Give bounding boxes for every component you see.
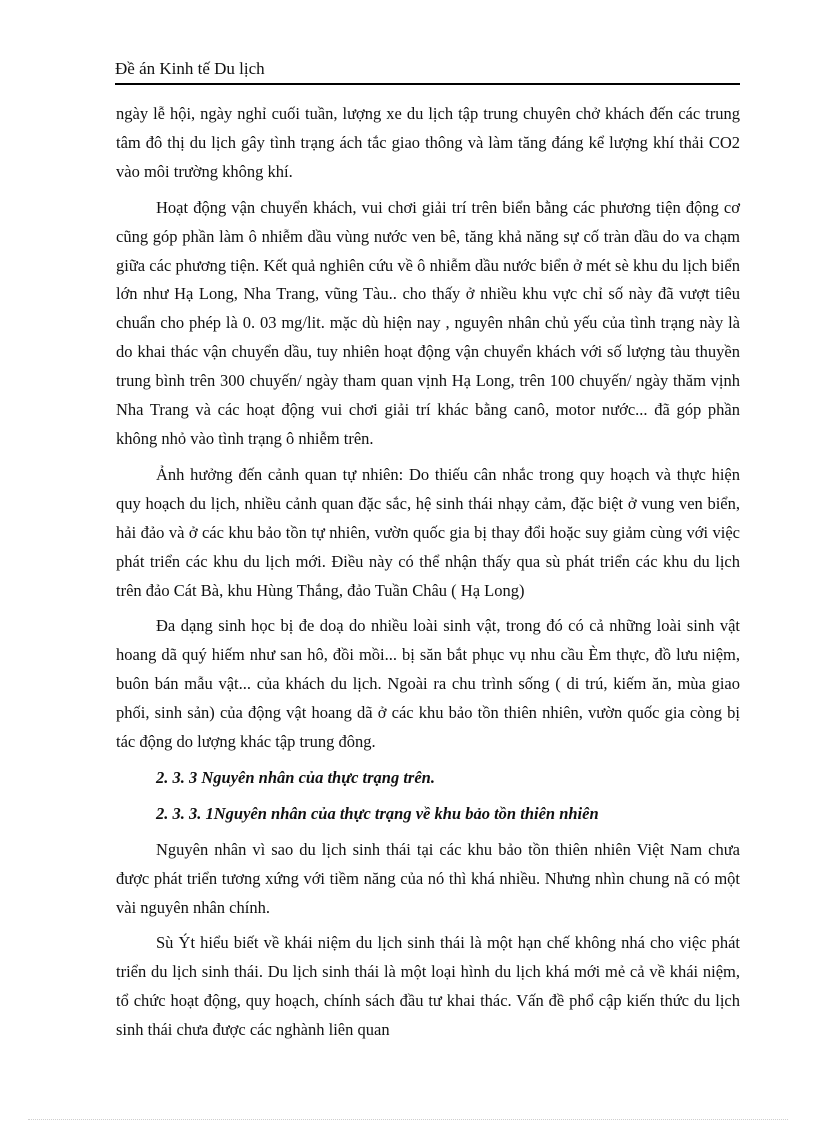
section-heading-causes: 2. 3. 3 Nguyên nhân của thực trạng trên. (156, 767, 435, 787)
paragraph-biodiversity: Đa dạng sinh học bị đe doạ do nhiều loài sinh vật, trong đó có cả những loài sinh vật hoang dã quý hiếm như san hô, đồi mồi... bị săn bắt phục vụ nhu cầu Èm thực, đồ lưu niệm, buôn bán mẫu vật... của khách du lịch. Ngoài ra chu trình sống ( di trú, kiếm ăn, mùa giao phối, sinh sản) của động vật hoang dã ở các khu bảo tồn thiên nhiên, vườn quốc gia còng bị tác động do lượng khác tập trung đông. (116, 616, 740, 752)
paragraph-reasons-intro: Nguyên nhân vì sao du lịch sinh thái tại các khu bảo tồn thiên nhiên Việt Nam chưa được phát triển tương xứng với tiềm năng của nó thì khá nhiều. Nhưng nhìn chung nã có một vài nguyên nhân chính. (116, 839, 740, 917)
paragraph-awareness: Sù Ýt hiểu biết về khái niệm du lịch sinh thái là một hạn chế không nhá cho việc phát triển du lịch sinh thái. Du lịch sinh thái là một loại hình du lịch khá mới mẻ cả về khái niệm, tổ chức hoạt động, quy hoạch, chính sách đầu tư khai thác. Vấn đề phổ cập kiến thức du lịch sinh thái chưa được các nghành liên quan (116, 933, 740, 1040)
paragraph-oil-pollution: Hoạt động vận chuyển khách, vui chơi giải trí trên biển bằng các phương tiện động cơ cũng góp phần làm ô nhiễm dầu vùng nước ven bê, tăng khả năng sự cố tràn dầu do va chạm giữa các phương tiện. Kết quả nghiên cứu về ô nhiễm dầu nước biển ở mét sè khu du lịch biển lớn như Hạ Long, Nha Trang, vũng Tàu.. cho thấy ở nhiều khu vực chỉ số này đã vượt tiêu chuẩn cho phép là 0. 03 mg/lit. mặc dù hiện nay , nguyên nhân chủ yếu của tình trạng này là do khai thác vận chuyển dầu, tuy nhiên hoạt động vận chuyển khách với số lượng tàu thuyền trung bình trên 300 chuyến/ ngày tham quan vịnh Hạ Long, trên 100 chuyến/ ngày thăm vịnh Nha Trang và các hoạt động vui chơi giải trí khác bằng canô, motor nước... đã góp phần không nhỏ vào tình trạng ô nhiễm trên. (116, 197, 740, 448)
paragraph-landscape-impact: Ảnh hưởng đến cảnh quan tự nhiên: Do thiếu cân nhắc trong quy hoạch và thực hiện quy hoạch du lịch, nhiều cảnh quan đặc sắc, hệ sinh thái nhạy cảm, đặc biệt ở vung ven biển, hải đảo và ở các khu bảo tồn tự nhiên, vườn quốc gia bị thay đổi hoặc suy giảm cùng với việc phát triển các khu du lịch mới. Điều này có thể nhận thấy qua sù phát triển các khu du lịch trên đảo Cát Bà, khu Hùng Thắng, đảo Tuần Châu ( Hạ Long) (116, 464, 740, 600)
page-header (115, 58, 740, 85)
header-title: Đề án Kinh tế Du lịch (115, 59, 265, 78)
subsection-heading-reserves: 2. 3. 3. 1Nguyên nhân của thực trạng về khu bảo tồn thiên nhiên (156, 803, 599, 823)
page-bottom-rule (28, 1119, 788, 1120)
document-body (116, 100, 740, 1052)
paragraph-continued: ngày lễ hội, ngày nghỉ cuối tuần, lượng xe du lịch tập trung chuyên chở khách đến các trung tâm đô thị du lịch gây tình trạng ách tắc giao thông và làm tăng đáng kể lượng khí thải CO2 vào môi trường không khí. (116, 104, 740, 181)
